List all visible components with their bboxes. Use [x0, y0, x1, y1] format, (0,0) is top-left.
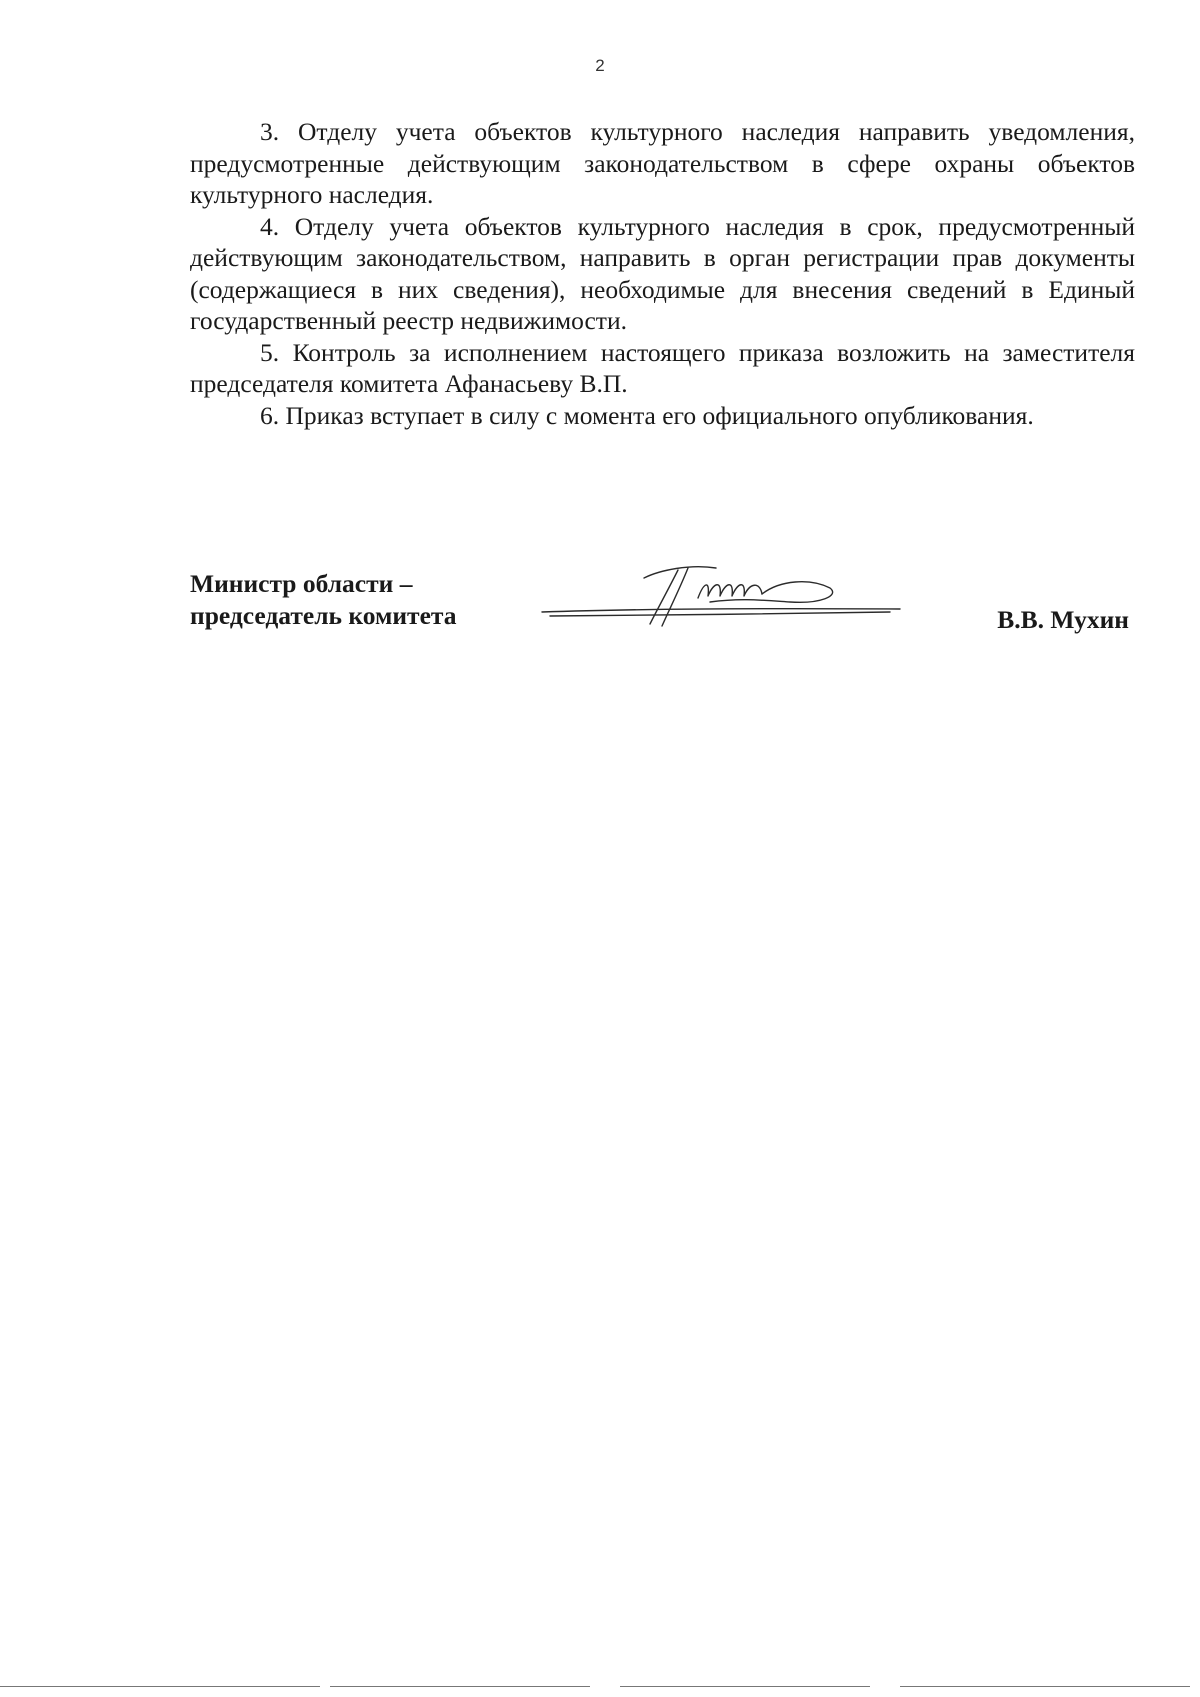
signatory-name: В.В. Мухин	[997, 605, 1129, 634]
scan-edge-line	[0, 1686, 320, 1687]
signature-block	[190, 568, 1135, 648]
paragraph-4: 4. Отделу учета объектов культурного наследия в срок, предусмотренный действующим законодательством, направить в орган регистрации прав документы (содержащиеся в них сведения), необходимые для внесения сведений в Единый государственный реестр недвижимости.	[190, 211, 1135, 335]
document-body	[190, 116, 1135, 431]
scan-edge-line	[620, 1686, 870, 1687]
paragraph-3: 3. Отделу учета объектов культурного наследия направить уведомления, предусмотренные действующим законодательством в сфере охраны объектов культурного наследия.	[190, 117, 1135, 209]
paragraph-5: 5. Контроль за исполнением настоящего приказа возложить на заместителя председателя комитета Афанасьеву В.П.	[190, 337, 1135, 398]
scan-edge-line	[900, 1686, 1190, 1687]
signatory-title-line2: председатель комитета	[190, 600, 457, 630]
page-number: 2	[595, 56, 605, 75]
signatory-title	[190, 568, 456, 631]
paragraph-6: 6. Приказ вступает в силу с момента его официального опубликования.	[260, 400, 1034, 430]
handwritten-signature	[540, 546, 910, 632]
scan-edge-line	[330, 1686, 590, 1687]
signatory-title-line1: Министр области –	[190, 569, 413, 598]
